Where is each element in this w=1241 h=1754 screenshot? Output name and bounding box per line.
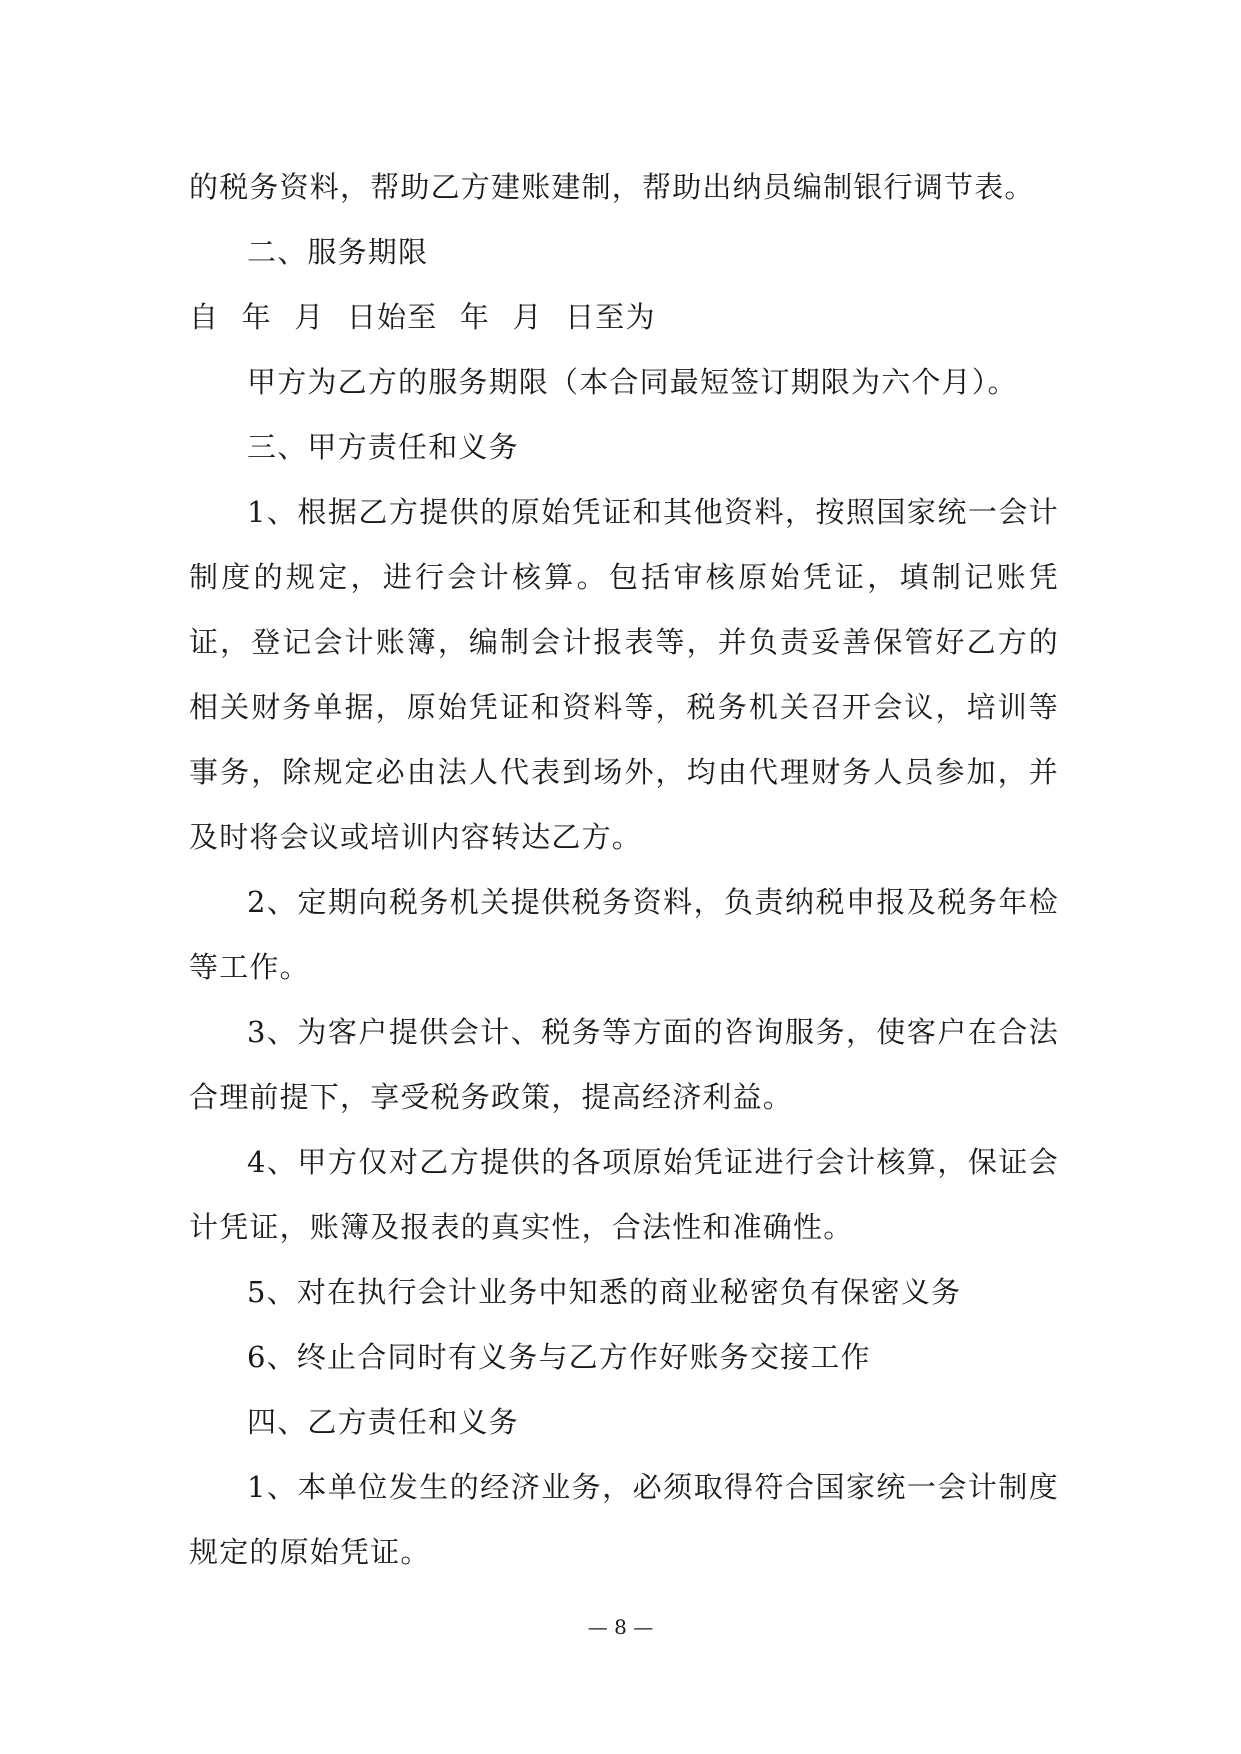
service-period-note: 甲方为乙方的服务期限（本合同最短签订期限为六个月）。 (247, 365, 1018, 399)
party-a-clause-3: 3、为客户提供会计、税务等方面的咨询服务，使客户在合法合理前提下，享受税务政策，提高经济利益。 (189, 1015, 1059, 1114)
party-a-clause-1: 1、根据乙方提供的原始凭证和其他资料，按照国家统一会计制度的规定，进行会计核算。包括审核原始凭证，填制记账凭证，登记会计账簿，编制会计报表等，并负责妥善保管好乙方的相关财务单据，原始凭证和资料等，税务机关召开会议，培训等事务，除规定必由法人代表到场外，均由代理财务人员参加，并及时将会议或培训内容转达乙方。 (189, 495, 1059, 854)
party-b-clause-1: 1、本单位发生的经济业务，必须取得符合国家统一会计制度规定的原始凭证。 (189, 1470, 1059, 1569)
document-body (189, 155, 1059, 1585)
service-dates-line: 自 年 月 日始至 年 月 日至为 (189, 300, 656, 334)
party-a-clause-4: 4、甲方仅对乙方提供的各项原始凭证进行会计核算，保证会计凭证，账簿及报表的真实性，合法性和准确性。 (189, 1145, 1059, 1244)
party-a-clause-5: 5、对在执行会计业务中知悉的商业秘密负有保密义务 (247, 1275, 962, 1309)
section-heading-service-period: 二、服务期限 (247, 235, 429, 269)
page-number: — 8 — (587, 1615, 654, 1639)
party-a-clause-2: 2、定期向税务机关提供税务资料，负责纳税申报及税务年检等工作。 (189, 885, 1059, 984)
section-heading-party-b: 四、乙方责任和义务 (247, 1405, 519, 1439)
section-heading-party-a: 三、甲方责任和义务 (247, 430, 519, 464)
paragraph-continuation: 的税务资料，帮助乙方建账建制，帮助出纳员编制银行调节表。 (189, 170, 1035, 204)
party-a-clause-6: 6、终止合同时有义务与乙方作好账务交接工作 (247, 1340, 871, 1374)
